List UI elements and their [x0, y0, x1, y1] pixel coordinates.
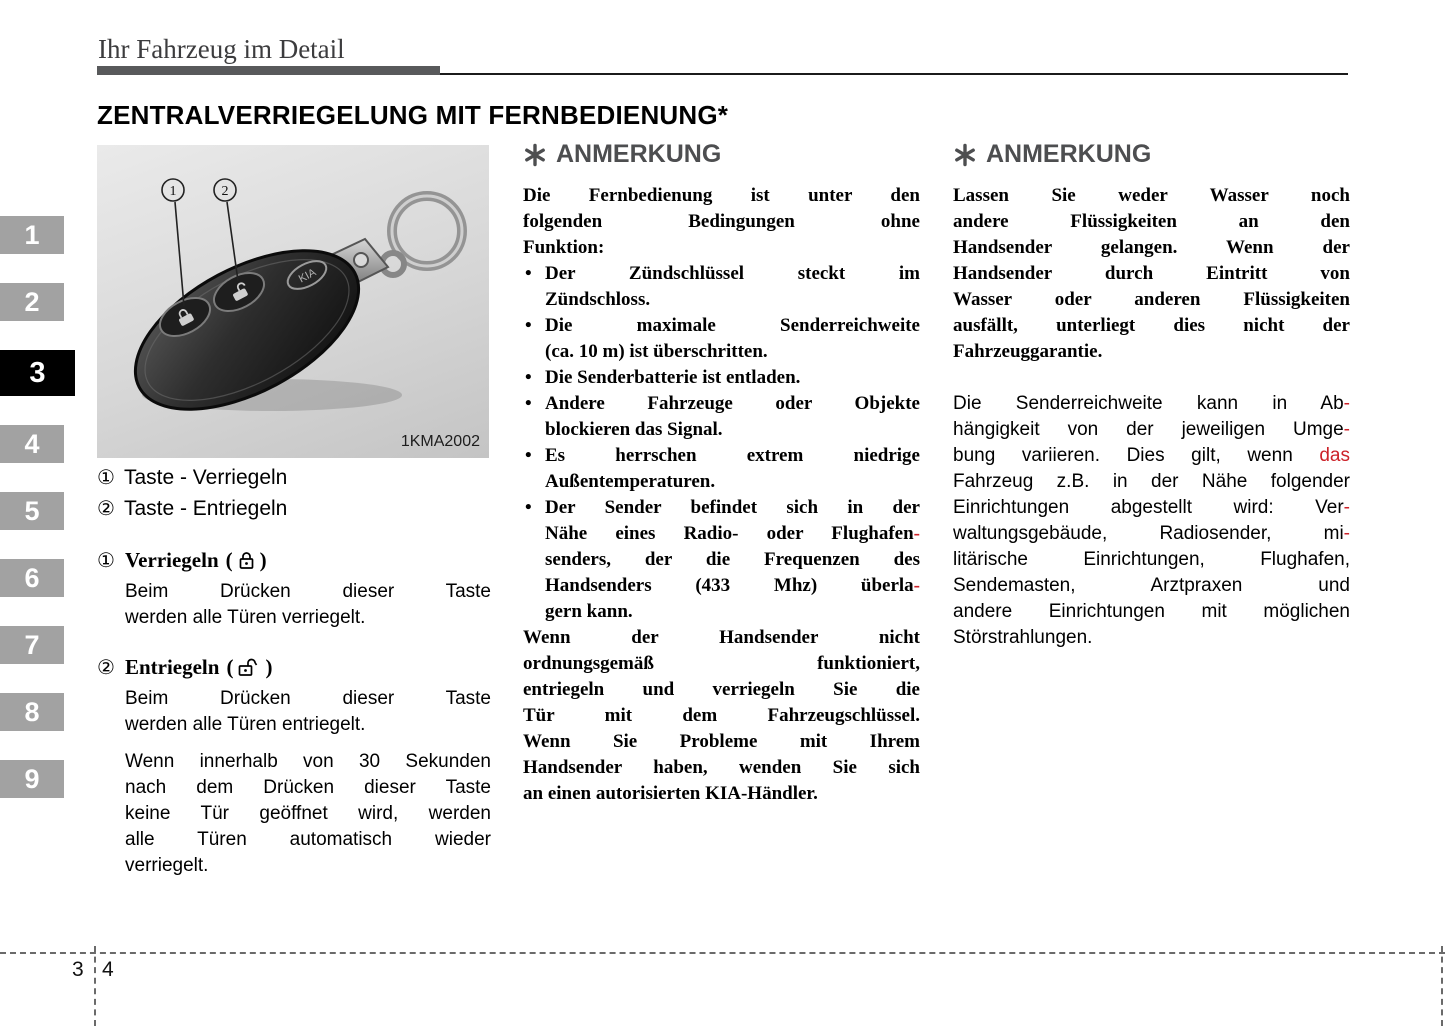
text-line: Der Zündschlüssel steckt im	[545, 263, 920, 284]
sidebar-tab-1: 1	[0, 216, 64, 254]
paren-close: )	[259, 548, 267, 572]
header-rule	[440, 73, 1348, 75]
text-line: Wenn innerhalb von 30 Sekunden	[125, 751, 491, 772]
note-1-intro	[523, 183, 920, 261]
legend-number: ②	[97, 496, 115, 520]
bullet-marker: •	[525, 367, 532, 388]
left-column	[97, 462, 491, 879]
text-line: hängigkeit von der jeweiligen Umge-	[953, 419, 1350, 440]
note-bullet-list	[523, 261, 920, 625]
text-line: keine Tür geöffnet wird, werden	[125, 803, 491, 824]
text-line: folgenden Bedingungen ohne	[523, 211, 920, 232]
bullet-item	[523, 391, 920, 443]
sidebar-tab-7: 7	[0, 626, 64, 664]
text-line: andere Einrichtungen mit möglichen	[953, 601, 1350, 622]
note-heading-text: ANMERKUNG	[986, 140, 1152, 168]
text-line: Handsender gelangen. Wenn der	[953, 237, 1350, 258]
sidebar-tab-9: 9	[0, 760, 64, 798]
bullet-marker: •	[525, 445, 532, 466]
text-line: litärische Einrichtungen, Flughafen,	[953, 549, 1350, 570]
sidebar-tab-5: 5	[0, 492, 64, 530]
bullet-item	[523, 495, 920, 625]
cap-hole	[354, 253, 368, 267]
text-line: nach dem Drücken dieser Taste	[125, 777, 491, 798]
text-line: Andere Fahrzeuge oder Objekte	[545, 393, 920, 414]
paren-close: )	[265, 655, 273, 679]
lock-item-body	[125, 579, 491, 631]
text-line: Die Senderbatterie ist entladen.	[545, 367, 801, 388]
text-line: ausfällt, unterliegt dies nicht der	[953, 315, 1350, 336]
text-line: entriegeln und verriegeln Sie die	[523, 679, 920, 700]
text-line: Handsender haben, wenden Sie sich	[523, 757, 920, 778]
text-line: Handsender durch Eintritt von	[953, 263, 1350, 284]
text-line: werden alle Türen verriegelt.	[125, 607, 366, 628]
text-line: Sendemasten, Arztpraxen und	[953, 575, 1350, 596]
note-1	[523, 140, 920, 807]
text-line: Funktion:	[523, 237, 605, 258]
key-fob-image	[97, 145, 489, 458]
legend-text: Taste - Verriegeln	[123, 466, 288, 489]
text-line: Die Senderreichweite kann in Ab-	[953, 393, 1350, 414]
bullet-item	[523, 365, 920, 391]
text-line: (ca. 10 m) ist überschritten.	[545, 341, 768, 362]
sidebar-tab-8: 8	[0, 693, 64, 731]
item-number: ②	[97, 655, 115, 679]
bullet-marker: •	[525, 497, 532, 518]
footer-dashed-line	[0, 952, 1445, 954]
text-line: Störstrahlungen.	[953, 627, 1093, 648]
item-word: Entriegeln	[124, 655, 220, 679]
text-line: senders, der die Frequenzen des	[545, 549, 920, 570]
asterisk-icon	[523, 143, 547, 167]
unlock-item-paragraph	[125, 749, 491, 879]
sidebar-tab-6: 6	[0, 559, 64, 597]
note-1-outro	[523, 625, 920, 807]
unlock-item	[97, 652, 491, 879]
figure	[97, 145, 489, 458]
item-number: ①	[97, 548, 115, 572]
note-2-paragraph-2	[953, 391, 1350, 651]
callout-1-line	[175, 202, 184, 306]
page-title: ZENTRALVERRIEGELUNG MIT FERNBEDIENUNG*	[97, 100, 729, 130]
text-line: Die maximale Senderreichweite	[545, 315, 920, 336]
legend-item	[97, 462, 491, 493]
note-heading-text: ANMERKUNG	[556, 140, 722, 168]
figure-code: 1KMA2002	[400, 433, 480, 450]
unlock-item-heading	[97, 652, 491, 682]
note-2-heading	[953, 140, 1350, 169]
bullet-marker: •	[525, 263, 532, 284]
note-2	[953, 140, 1350, 651]
sidebar-tab-3: 3	[0, 350, 75, 396]
item-word: Verriegeln	[124, 548, 219, 572]
note-2-paragraph-1	[953, 183, 1350, 365]
asterisk-icon	[953, 143, 977, 167]
text-line: Nähe eines Radio- oder Flughafen-	[545, 523, 920, 544]
note-1-heading	[523, 140, 920, 169]
legend-text: Taste - Entriegeln	[123, 497, 288, 520]
text-line: Außentemperaturen.	[545, 471, 716, 492]
sidebar-tab-2: 2	[0, 283, 64, 321]
text-line: blockieren das Signal.	[545, 419, 723, 440]
text-line: Fahrzeuggarantie.	[953, 341, 1103, 362]
footer-page-number: 4	[102, 958, 114, 981]
sidebar	[0, 216, 75, 798]
legend-item	[97, 493, 491, 524]
text-line: ordnungsgemäß funktioniert,	[523, 653, 920, 674]
text-line: Beim Drücken dieser Taste	[125, 688, 491, 709]
text-line: Einrichtungen abgestellt wird: Ver-	[953, 497, 1350, 518]
bullet-marker: •	[525, 315, 532, 336]
text-line: Wasser oder anderen Flüssigkeiten	[953, 289, 1350, 310]
text-line: Handsenders (433 Mhz) überla-	[545, 575, 920, 596]
text-line: gern kann.	[545, 601, 633, 622]
text-line: an einen autorisierten KIA-Händler.	[523, 783, 818, 804]
text-line: Der Sender befindet sich in der	[545, 497, 920, 518]
lock-item-heading	[97, 545, 491, 575]
text-line: Wenn Sie Probleme mit Ihrem	[523, 731, 920, 752]
footer-crop-mark-right	[1441, 946, 1443, 1026]
text-line: Wenn der Handsender nicht	[523, 627, 920, 648]
bullet-item	[523, 261, 920, 313]
text-line: Die Fernbedienung ist unter den	[523, 185, 920, 206]
callout-1-number: 1	[169, 184, 177, 199]
lock-closed-icon	[238, 551, 255, 570]
svg-text:KIA: KIA	[296, 266, 319, 286]
bullet-item	[523, 443, 920, 495]
text-line: Tür mit dem Fahrzeugschlüssel.	[523, 705, 920, 726]
footer-chapter-number: 3	[72, 958, 84, 981]
text-line: Es herrschen extrem niedrige	[545, 445, 920, 466]
lock-open-icon	[238, 658, 260, 677]
text-line: alle Türen automatisch wieder	[125, 829, 491, 850]
text-line: Fahrzeug z.B. in der Nähe folgender	[953, 471, 1350, 492]
paren-open: (	[225, 548, 233, 572]
text-line: bung variieren. Dies gilt, wenn das	[953, 445, 1350, 466]
legend-number: ①	[97, 465, 115, 489]
text-line: Lassen Sie weder Wasser noch	[953, 185, 1350, 206]
unlock-item-body	[125, 686, 491, 738]
lock-item	[97, 545, 491, 631]
header-bar	[97, 66, 440, 75]
text-line: waltungsgebäude, Radiosender, mi-	[953, 523, 1350, 544]
text-line: werden alle Türen entriegelt.	[125, 714, 366, 735]
paren-open: (	[226, 655, 234, 679]
bullet-marker: •	[525, 393, 532, 414]
sidebar-tab-4: 4	[0, 425, 64, 463]
text-line: Zündschloss.	[545, 289, 651, 310]
footer-crop-mark-left	[94, 946, 96, 1026]
chapter-header: Ihr Fahrzeug im Detail	[98, 34, 345, 64]
text-line: andere Flüssigkeiten an den	[953, 211, 1350, 232]
text-line: verriegelt.	[125, 855, 209, 876]
text-line: Beim Drücken dieser Taste	[125, 581, 491, 602]
callout-2-number: 2	[221, 184, 229, 199]
bullet-item	[523, 313, 920, 365]
